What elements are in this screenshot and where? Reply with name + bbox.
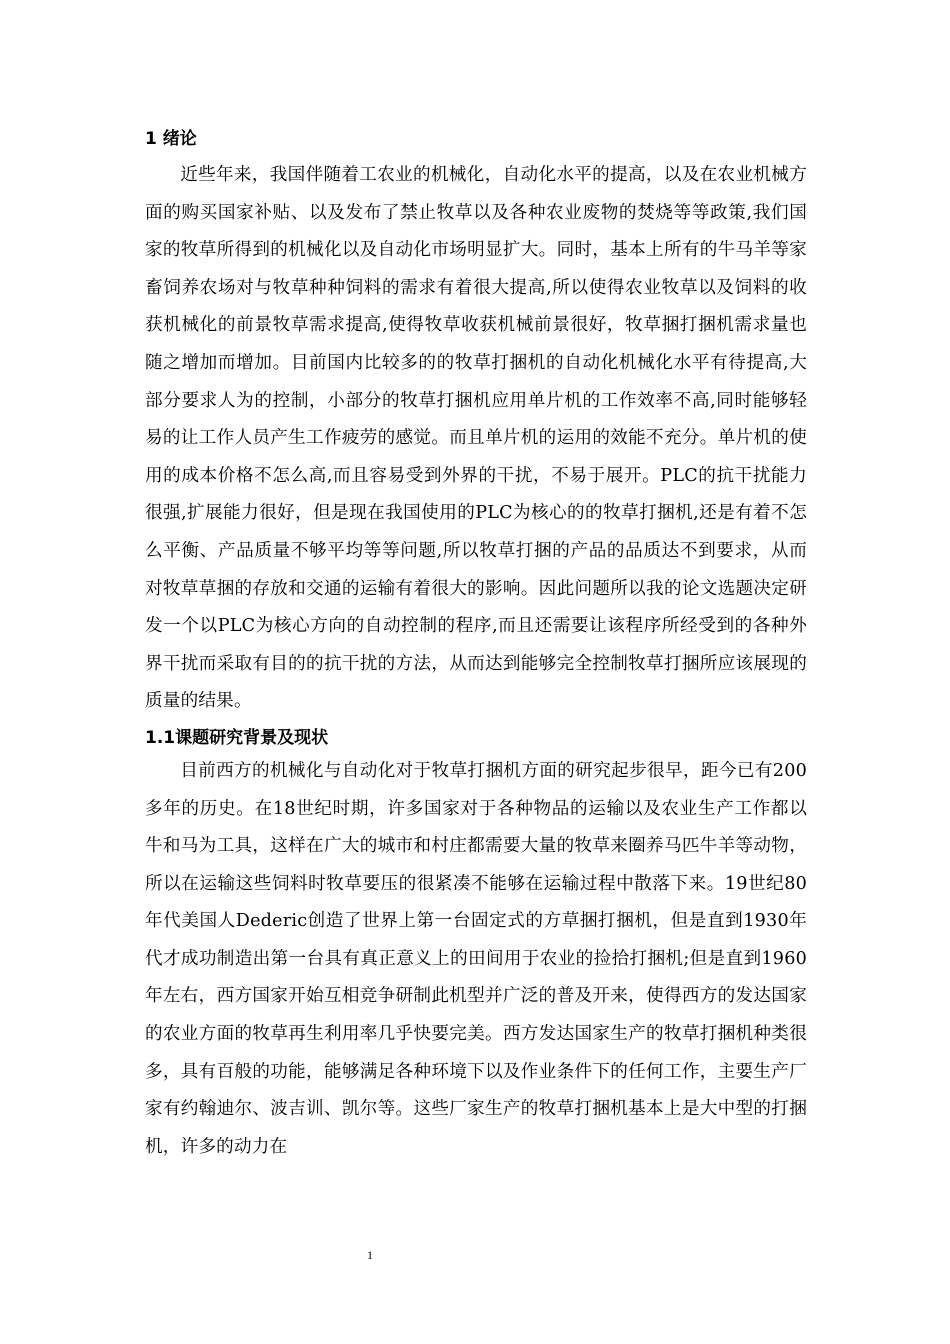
page-body	[145, 124, 807, 1166]
section-heading: 1.1课题研究背景及现状	[145, 727, 329, 748]
chapter-heading: 1 绪论	[145, 129, 197, 149]
intro-paragraph: 近些年来，我国伴随着工农业的机械化，自动化水平的提高，以及在农业机械方面的购买国家补贴、以及发布了禁止牧草以及各种农业废物的焚烧等等政策,我们国家的牧草所得到的机械化以及自动化市场明显扩大。同时，基本上所有的牛马羊等家畜饲养农场对与牧草种种饲料的需求有着很大提高,所以使得农业牧草以及饲料的收获机械化的前景牧草需求提高,使得牧草收获机械前景很好，牧草捆打捆机需求量也随之增加而增加。目前国内比较多的的牧草打捆机的自动化机械化水平有待提高,大部分要求人为的控制，小部分的牧草打捆机应用单片机的工作效率不高,同时能够轻易的让工作人员产生工作疲劳的感觉。而且单片机的运用的效能不充分。单片机的使用的成本价格不怎么高,而且容易受到外界的干扰，不易于展开。PLC的抗干扰能力很强,扩展能力很好，但是现在我国使用的PLC为核心的的牧草打捆机,还是有着不怎么平衡、产品质量不够平均等等问题,所以牧草打捆的产品的品质达不到要求，从而对牧草草捆的存放和交通的运输有着很大的影响。因此问题所以我的论文选题决定研发一个以PLC为核心方向的自动控制的程序,而且还需要让该程序所经受到的各种外界干扰而采取有目的的抗干扰的方法，从而达到能够完全控制牧草打捆所应该展现的质量的结果。	[145, 165, 807, 712]
background-paragraph: 目前西方的机械化与自动化对于牧草打捆机方面的研究起步很早，距今已有200多年的历史。在18世纪时期，许多国家对于各种物品的运输以及农业生产工作都以牛和马为工具，这样在广大的城市和村庄都需要大量的牧草来圈养马匹牛羊等动物，所以在运输这些饲料时牧草要压的很紧凑不能够在运输过程中散落下来。19世纪80年代美国人Dederic创造了世界上第一台固定式的方草捆打捆机，但是直到1930年代才成功制造出第一台具有真正意义上的田间用于农业的捡拾打捆机;但是直到1960年左右，西方国家开始互相竞争研制此机型并广泛的普及开来，使得西方的发达国家的农业方面的牧草再生利用率几乎快要完美。西方发达国家生产的牧草打捆机种类很多，具有百般的功能，能够满足各种环境下以及作业条件下的任何工作，主要生产厂家有约翰迪尔、波吉训、凯尔等。这些厂家生产的牧草打捆机基本上是大中型的打捆机，许多的动力在	[145, 760, 807, 1157]
page-number: 1	[367, 1248, 373, 1262]
